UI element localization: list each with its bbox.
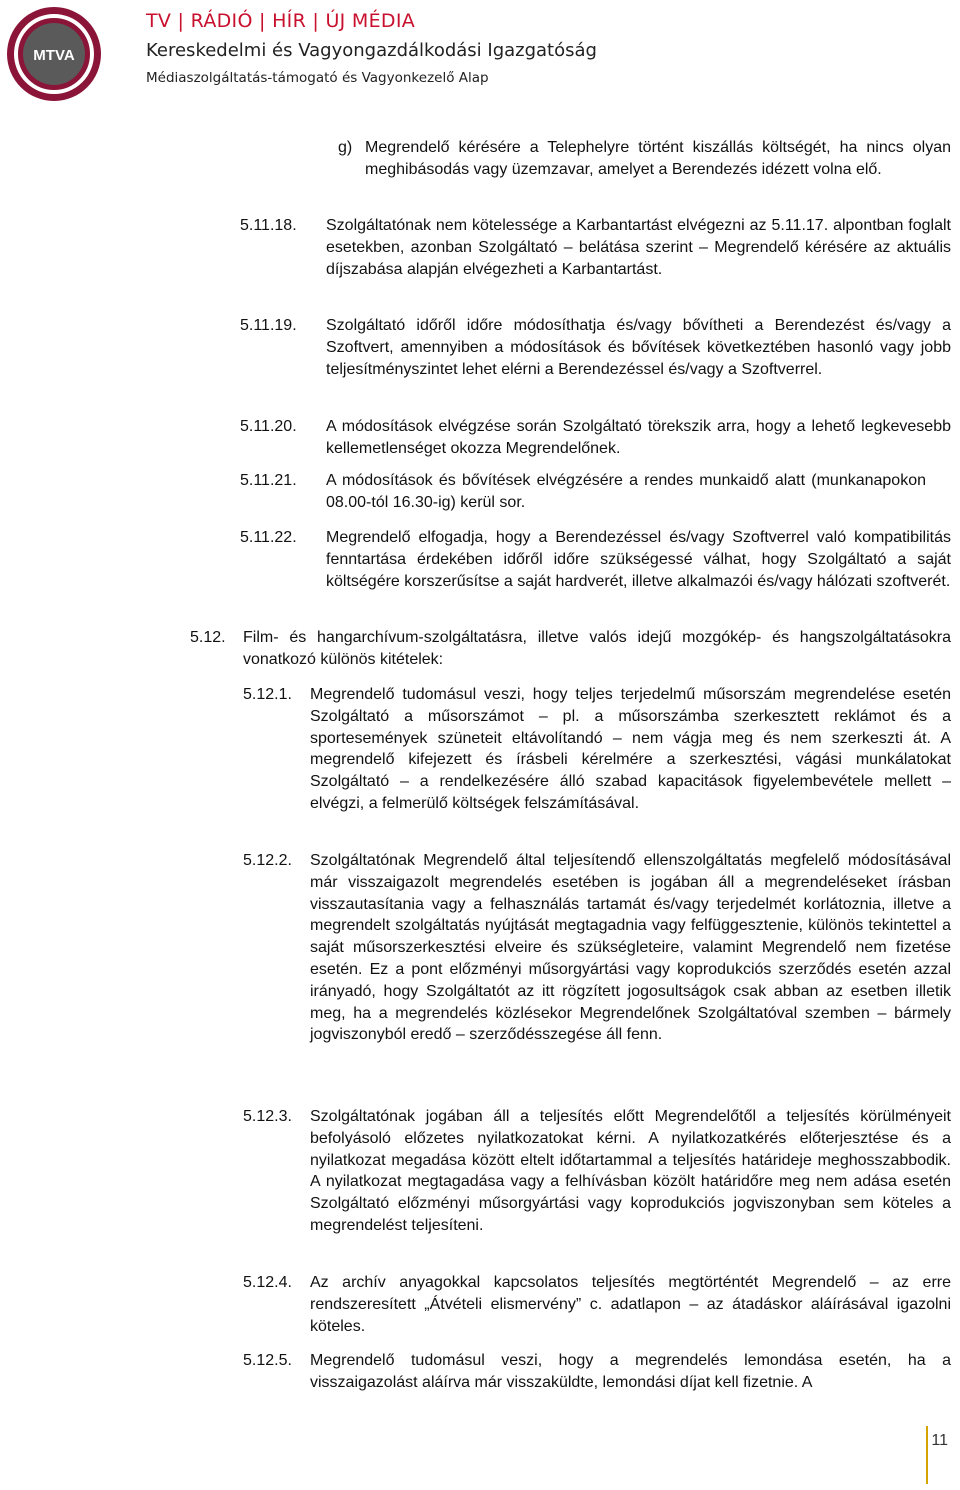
section-number: 5.11.19. xyxy=(240,317,297,334)
header-directorate: Kereskedelmi és Vagyongazdálkodási Igazgatóság xyxy=(146,40,597,61)
svg-text:MTVA: MTVA xyxy=(33,47,75,64)
page-number: 11 xyxy=(931,1432,948,1449)
section-5-12-3-text: Szolgáltatónak jogában áll a teljesítés előtt Megrendelőtől a teljesítés körülményeit befolyásoló előzetes nyilatkozatokat kérni. A nyilatkozatkérés előterjesztése és a nyilatkozat megadása között eltelt időtartammal a teljesítés határideje meghosszabbodik. A nyilatkozat megtagadása vagy a felhívásban közölt határidőre meg nem adása esetén Szolgáltató előzményi műsorgyártási vagy koprodukciós jogviszonyban sem köteles a megrendelést teljesíteni. xyxy=(310,1108,951,1234)
section-number: 5.11.22. xyxy=(240,529,297,546)
section-number: 5.12.3. xyxy=(243,1108,292,1125)
section-number: 5.12.4. xyxy=(243,1274,292,1291)
section-5-12-heading: Film- és hangarchívum-szolgáltatásra, illetve valós idejű mozgókép- és hangszolgáltatásokra vonatkozó különös kitételek: xyxy=(243,629,951,668)
section-number: 5.11.18. xyxy=(240,217,297,234)
item-g-text: Megrendelő kérésére a Telephelyre történt kiszállás költségét, ha nincs olyan meghibásodás vagy üzemzavar, amelyet a Berendezés idézett volna elő. xyxy=(365,139,951,178)
section-5-11-18-text: Szolgáltatónak nem kötelessége a Karbantartást elvégezni az 5.11.17. alpontban foglalt esetekben, azonban Szolgáltató – belátása szerint – Megrendelő kérésére az aktuális díjszabása alapján elvégezheti a Karbantartást. xyxy=(326,217,951,278)
page-header xyxy=(0,0,960,110)
section-number: 5.12.2. xyxy=(243,852,292,869)
header-fund-name: Médiaszolgáltatás-támogató és Vagyonkezelő Alap xyxy=(146,70,489,86)
page-number-bar xyxy=(926,1426,928,1484)
section-number: 5.11.20. xyxy=(240,418,297,435)
section-5-12-1-text: Megrendelő tudomásul veszi, hogy teljes terjedelmű műsorszám megrendelése esetén Szolgáltató a műsorszámot – pl. a műsorszámba szerkesztett reklámot és a sportesemények szüneteit eltávolítandó – nem vágja meg és nem szerkeszti át. A megrendelő kifejezett és írásbeli kérelmére a szerkesztési, vágási munkálatokat Szolgáltató – a rendelkezésére álló szabad kapacitások figyelembevétele mellett – elvégzi, a felmerülő költségek felszámításával. xyxy=(310,686,951,812)
section-5-11-22-text: Megrendelő elfogadja, hogy a Berendezéssel és/vagy Szoftverrel való kompatibilitás fenntartása érdekében időről időre szükségessé válhat, hogy Szolgáltató a saját költségére korszerűsítse a saját hardverét, illetve alkalmazói és/vagy hálózati szoftverét. xyxy=(326,529,951,590)
header-text xyxy=(146,8,597,88)
item-number: g) xyxy=(338,139,353,156)
section-5-12-4-text: Az archív anyagokkal kapcsolatos teljesítés megtörténtét Megrendelő – az erre rendszeresített „Átvételi elismervény” c. adatlapon – az átadáskor aláírásával igazolni köteles. xyxy=(310,1274,951,1335)
section-number: 5.12.5. xyxy=(243,1352,292,1369)
section-number: 5.11.21. xyxy=(240,472,297,489)
section-5-11-21-text: A módosítások és bővítések elvégzésére a rendes munkaidő alatt (munkanapokon 08.00-tól 16.30-ig) kerül sor. xyxy=(326,472,926,511)
section-number: 5.12.1. xyxy=(243,686,292,703)
header-media-line: TV | RÁDIÓ | HÍR | ÚJ MÉDIA xyxy=(146,10,416,32)
section-5-12-5-text: Megrendelő tudomásul veszi, hogy a megrendelés lemondása esetén, ha a visszaigazolást aláírva már visszaküldte, lemondási díjat kell fizetnie. A xyxy=(310,1352,951,1391)
section-5-11-20-text: A módosítások elvégzése során Szolgáltató törekszik arra, hogy a lehető legkevesebb kellemetlenséget okozza Megrendelőnek. xyxy=(326,418,951,457)
section-5-11-19-text: Szolgáltató időről időre módosíthatja és/vagy bővítheti a Berendezést és/vagy a Szoftvert, amennyiben a módosítások és bővítések következtében hasonló vagy jobb teljesítményszintet lehet elérni a Berendezéssel és/vagy a Szoftverrel. xyxy=(326,317,951,378)
section-number: 5.12. xyxy=(190,629,226,646)
mtva-logo xyxy=(4,4,104,104)
section-5-12-2-text: Szolgáltatónak Megrendelő által teljesítendő ellenszolgáltatás megfelelő módosításával már visszaigazolt megrendelés esetében is jogában áll a megrendeléseket írásban visszautasítania vagy a felhasználás tartamát és/vagy terjedelmét korlátoznia, illetve a megrendelt szolgáltatás nyújtását megtagadnia vagy felfüggesztenie, különös tekintettel a saját műsorszerkesztési elveire és szükségleteire, valamint Megrendelő nem fizetése esetén. Ez a pont előzményi műsorgyártási vagy koprodukciós szerződés esetén azzal irányadó, hogy Szolgáltatót az itt rögzített jogosultságok csak abban az esetben illetik meg, ha a megrendelés közlésekor Megrendelőnek Szolgáltatóval szemben – bármely jogviszonyból eredő – szerződésszegése áll fenn. xyxy=(310,852,951,1044)
